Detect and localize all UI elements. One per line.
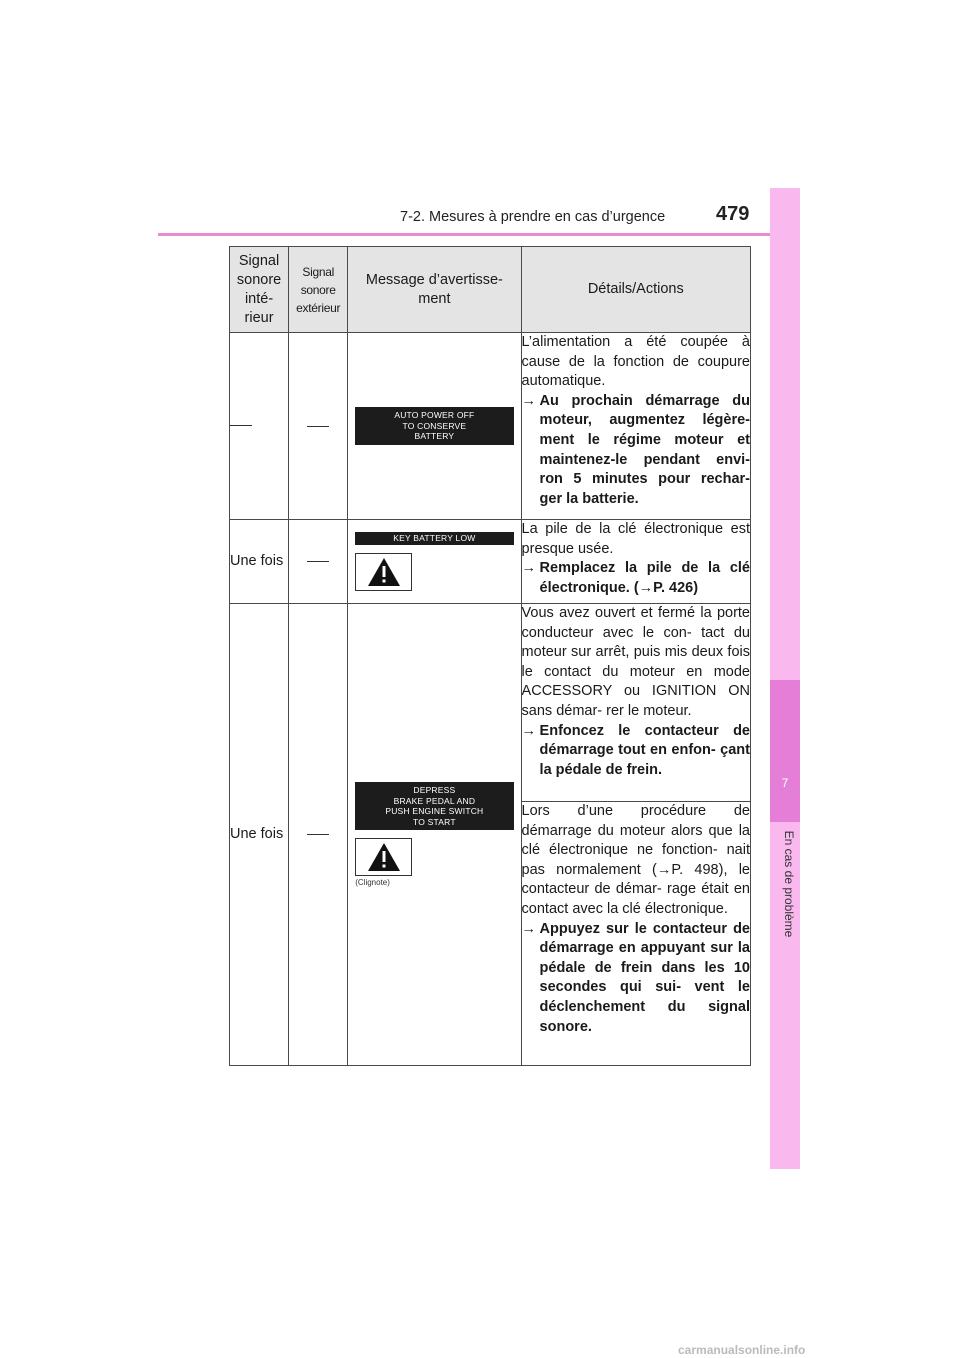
details-text: L’alimentation a été coupée à cause de la fonction de coupure automatique. xyxy=(521,334,750,390)
chapter-side-tab xyxy=(770,188,800,1169)
dash-mark xyxy=(307,426,329,427)
warning-table xyxy=(229,246,751,1066)
action-item xyxy=(522,722,750,781)
action-text: Au prochain démarrage du moteur, augmentez légère- ment le régime moteur et maintenez-le pendant envi- ron 5 minutes pour rechar- ger la batterie. xyxy=(539,392,750,507)
action-item xyxy=(522,559,750,598)
chapter-number: 7 xyxy=(781,776,789,790)
dash-mark xyxy=(307,561,329,562)
chapter-number-tab xyxy=(770,680,800,822)
table-row xyxy=(230,604,751,802)
warning-triangle-icon xyxy=(355,838,412,876)
details-text: La pile de la clé électronique est presque usée. xyxy=(521,521,750,557)
blink-note: (Clignote) xyxy=(355,878,390,887)
cell-interior-signal: Une fois xyxy=(230,604,289,1066)
warning-triangle-glyph xyxy=(367,557,401,587)
header-details-actions: Détails/Actions xyxy=(521,247,750,333)
table-row xyxy=(230,333,751,520)
section-title: 7-2. Mesures à prendre en cas d’urgence xyxy=(400,209,666,225)
display-message-auto-power-off: AUTO POWER OFF TO CONSERVE BATTERY xyxy=(355,407,513,445)
cell-warning-message xyxy=(348,604,521,1066)
action-text: Remplacez la pile de la clé électronique. (→P. 426) xyxy=(539,560,750,596)
cell-interior-signal xyxy=(230,333,289,520)
action-text: Enfoncez le contacteur de démarrage tout en enfon- çant la pédale de frein. xyxy=(539,722,750,778)
watermark: carmanualsonline.info xyxy=(678,1343,806,1357)
arrow-icon: → xyxy=(521,392,537,409)
header-warning-message: Message d’avertisse- ment xyxy=(348,247,521,333)
chapter-label: En cas de problème xyxy=(782,830,796,938)
arrow-icon: → xyxy=(521,560,537,577)
cell-exterior-signal xyxy=(289,520,348,604)
cell-warning-message xyxy=(348,520,521,604)
warning-triangle-glyph xyxy=(367,842,401,872)
cell-interior-signal: Une fois xyxy=(230,520,289,604)
action-text: Appuyez sur le contacteur de démarrage en appuyant sur la pédale de frein dans les 10 secondes qui sui- vent le déclenchement du signal sonore. xyxy=(539,920,750,1035)
table-row xyxy=(230,520,751,604)
warning-triangle-icon xyxy=(355,553,412,591)
cell-details xyxy=(521,333,750,520)
details-text: Vous avez ouvert et fermé la porte conducteur avec le con- tact du moteur sur arrêt, puis mis deux fois le contact du moteur en mode ACCESSORY ou IGNITION ON sans démar- rer le moteur. xyxy=(521,605,750,719)
cell-exterior-signal xyxy=(289,333,348,520)
page-number: 479 xyxy=(716,203,750,225)
dash-mark xyxy=(307,834,329,835)
table-header-row xyxy=(230,247,751,333)
display-message-depress-brake: DEPRESS BRAKE PEDAL AND PUSH ENGINE SWITCH TO START xyxy=(355,782,513,830)
action-item xyxy=(522,920,750,1038)
dash-mark xyxy=(230,425,252,426)
header-interior-signal: Signal sonore inté- rieur xyxy=(230,247,289,333)
chapter-label-wrap xyxy=(776,832,794,942)
header-exterior-signal: Signal sonore extérieur xyxy=(289,247,348,333)
cell-details xyxy=(521,802,750,1066)
display-message-key-battery-low: KEY BATTERY LOW xyxy=(355,532,513,545)
cell-exterior-signal xyxy=(289,604,348,1066)
arrow-icon: → xyxy=(521,722,537,739)
details-text: Lors d’une procédure de démarrage du moteur alors que la clé électronique ne fonction- nait pas normalement (→P. 498), le contacteur de démar- rage était en contact avec la clé électronique. xyxy=(521,803,750,917)
cell-warning-message xyxy=(348,333,521,520)
cell-details xyxy=(521,520,750,604)
action-item xyxy=(522,392,750,510)
cell-details xyxy=(521,604,750,802)
header-divider xyxy=(158,233,798,236)
arrow-icon: → xyxy=(521,920,537,937)
